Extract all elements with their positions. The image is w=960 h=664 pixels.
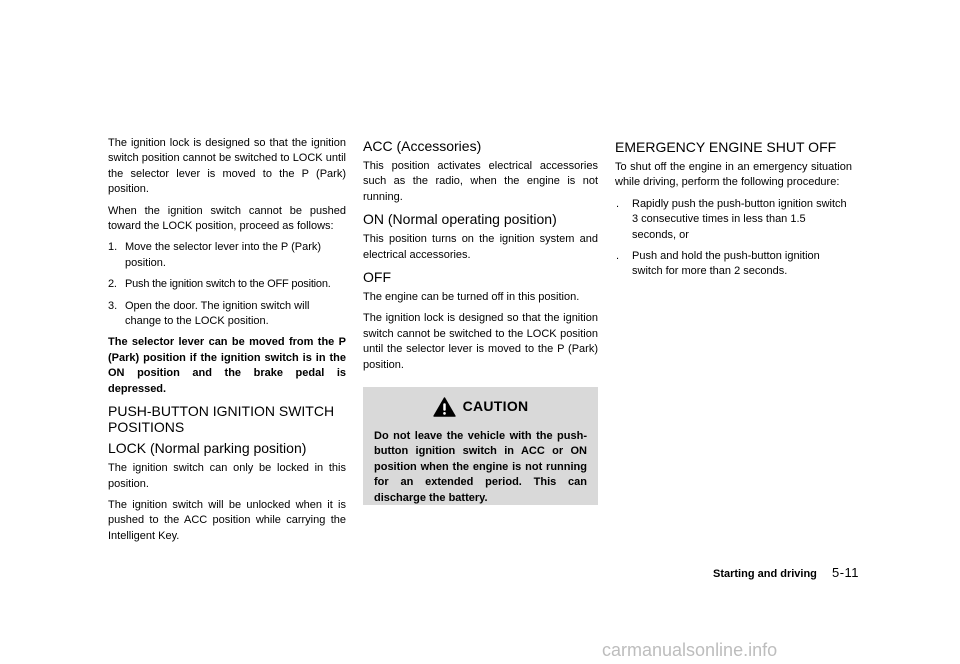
footer-section-title: Starting and driving — [713, 568, 817, 580]
intro-paragraph: The ignition lock is designed so that the ignition switch position cannot be switched to LOCK until the selector lever is moved to the P (Park) position. — [108, 137, 346, 196]
section-heading: PUSH-BUTTON IGNITION SWITCH POSITIONS — [108, 403, 335, 436]
lock-paragraph: The ignition switch can only be locked in this position. — [108, 462, 346, 490]
bullet-text: Rapidly push the push-button ignition switch 3 consecutive times in less than 1.5 seconds, or — [632, 197, 847, 241]
acc-heading: ACC (Accessories) — [363, 138, 482, 154]
acc-paragraph: This position activates electrical accessories such as the radio, when the engine is not running. — [363, 160, 598, 203]
bullet-marker: . — [616, 250, 620, 263]
off-paragraph: The engine can be turned off in this position. — [363, 291, 580, 304]
off-paragraph-2: The ignition lock is designed so that the ignition switch cannot be switched to the LOCK position until the selector lever is moved to the P (Park) position. — [363, 312, 598, 371]
column-right — [615, 139, 852, 286]
bullet-item — [615, 249, 852, 280]
step-number: 1. — [108, 241, 118, 254]
caution-text: Do not leave the vehicle with the push-button ignition switch in ACC or ON position when the engine is not running for an extended period. This can discharge the battery. — [374, 430, 587, 504]
bullet-text: Push and hold the push-button ignition switch for more than 2 seconds. — [632, 250, 820, 278]
lock-paragraph-2: The ignition switch will be unlocked when it is pushed to the ACC position while carrying the Intelligent Key. — [108, 498, 346, 542]
step-number: 2. — [108, 278, 117, 291]
procedure-step — [108, 277, 346, 292]
caution-title: CAUTION — [462, 398, 529, 415]
bullet-item — [615, 197, 852, 243]
page-footer — [713, 565, 859, 580]
procedure-step — [108, 240, 346, 271]
column-middle — [363, 138, 598, 505]
bold-note: The selector lever can be moved from the P (Park) position if the ignition switch is in the ON position and the brake pedal is depressed. — [108, 336, 346, 395]
on-paragraph: This position turns on the ignition system and electrical accessories. — [363, 233, 598, 261]
on-heading: ON (Normal operating position) — [363, 211, 557, 228]
step-text: Open the door. The ignition switch will change to the LOCK position. — [125, 299, 310, 328]
lock-heading: LOCK (Normal parking position) — [108, 440, 307, 457]
emergency-heading: EMERGENCY ENGINE SHUT OFF — [615, 139, 837, 155]
warning-triangle-icon — [433, 397, 456, 417]
off-heading: OFF — [363, 269, 391, 286]
caution-box — [363, 387, 598, 505]
procedure-step — [108, 299, 346, 330]
column-left — [108, 136, 346, 550]
emergency-intro: To shut off the engine in an emergency situation while driving, perform the following procedure: — [615, 161, 852, 189]
step-text: Move the selector lever into the P (Park) position. — [125, 241, 322, 269]
procedure-intro: When the ignition switch cannot be pushed toward the LOCK position, proceed as follows: — [108, 204, 346, 233]
caution-header — [374, 397, 587, 417]
watermark: carmanualsonline.info — [602, 640, 778, 660]
page-number: 5-11 — [831, 565, 860, 580]
step-number: 3. — [108, 299, 118, 312]
bullet-marker: . — [616, 197, 620, 210]
step-text: Push the ignition switch to the OFF position. — [125, 278, 331, 291]
